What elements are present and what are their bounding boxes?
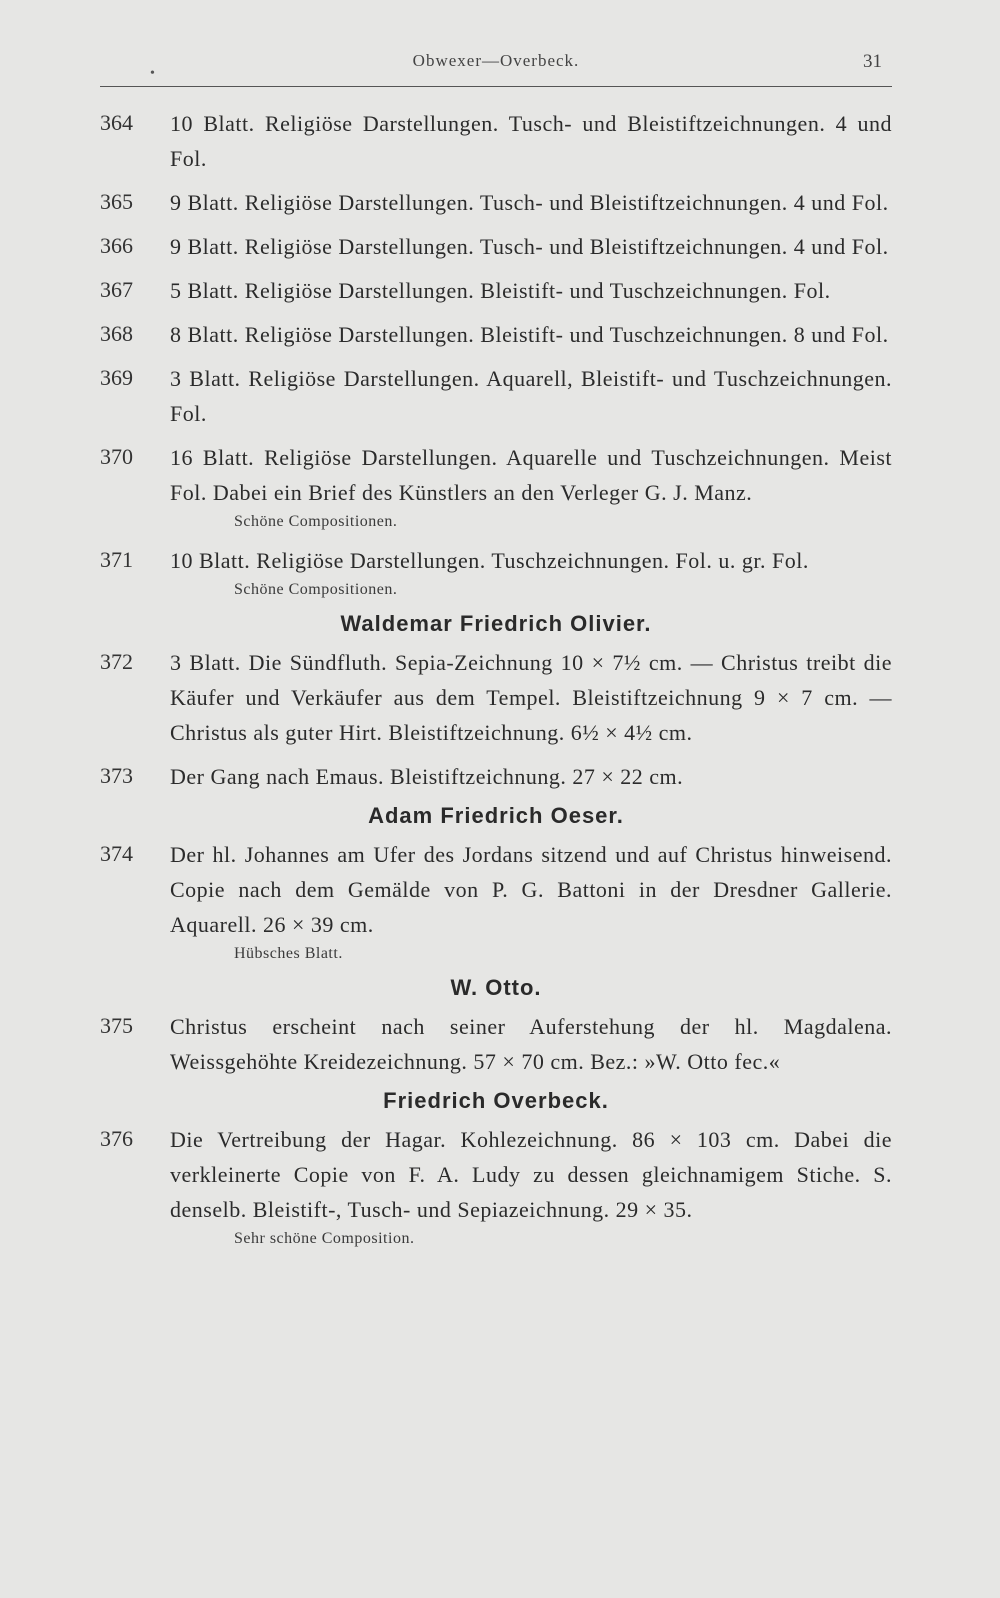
lot-number: 364 [100,110,133,135]
lot-description: 3 Blatt. Religiöse Darstellungen. Aquarell, Bleistift- und Tuschzeichnungen. Fol. [170,366,892,426]
artist-heading: Waldemar Friedrich Olivier. [340,611,652,636]
running-title: Obwexer—Overbeck. [412,51,580,70]
lot-description: Der Gang nach Emaus. Bleistiftzeichnung. 27 × 22 cm. [170,764,684,789]
lot-note: Schöne Compositionen. [234,581,398,598]
artist-heading: Friedrich Overbeck. [383,1088,609,1113]
lot-number: 369 [100,365,133,390]
lot-number: 371 [100,547,133,572]
lot-number: 370 [100,444,133,469]
lot-entry [100,543,892,602]
lot-entry [100,229,892,264]
lot-description: Christus erscheint nach seiner Auferstehung der hl. Magdalena. Weissgehöhte Kreidezeichnung. 57 × 70 cm. Bez.: »W. Otto fec.« [170,1014,892,1074]
page-number: 31 [863,51,882,72]
lot-description: 3 Blatt. Die Sündfluth. Sepia-Zeichnung 10 × 7½ cm. — Christus treibt die Käufer und Verkäufer aus dem Tempel. Bleistiftzeichnung 9 × 7 cm. — Christus als guter Hirt. Bleistiftzeichnung. 6½ × 4½ cm. [170,650,892,745]
lot-description: 9 Blatt. Religiöse Darstellungen. Tusch- und Bleistiftzeichnungen. 4 und Fol. [170,234,889,259]
lot-entry [100,185,892,220]
lot-entry [100,106,892,176]
lot-note: Hübsches Blatt. [234,945,343,962]
lot-description: Der hl. Johannes am Ufer des Jordans sitzend und auf Christus hinweisend. Copie nach dem Gemälde von P. G. Battoni in der Dresdner Gallerie. Aquarell. 26 × 39 cm. [170,842,892,937]
lot-number: 373 [100,763,133,788]
lot-number: 372 [100,649,133,674]
lot-description: 5 Blatt. Religiöse Darstellungen. Bleistift- und Tuschzeichnungen. Fol. [170,278,831,303]
lot-entry [100,317,892,352]
lot-number: 374 [100,841,133,866]
lot-number: 366 [100,233,133,258]
lot-entry [100,759,892,794]
lot-number: 365 [100,189,133,214]
stray-mark: • [150,66,155,81]
lot-entry [100,440,892,534]
lot-description: 8 Blatt. Religiöse Darstellungen. Bleistift- und Tuschzeichnungen. 8 und Fol. [170,322,889,347]
artist-heading: Adam Friedrich Oeser. [368,803,624,828]
lot-number: 368 [100,321,133,346]
lot-entry [100,273,892,308]
lot-note: Sehr schöne Composition. [234,1230,415,1247]
lot-description: 16 Blatt. Religiöse Darstellungen. Aquarelle und Tuschzeichnungen. Meist Fol. Dabei ein Brief des Künstlers an den Verleger G. J. Manz. [170,445,892,505]
lot-description: 10 Blatt. Religiöse Darstellungen. Tusch- und Bleistiftzeichnungen. 4 und Fol. [170,111,892,171]
lot-entry [100,1122,892,1251]
lot-entry [100,645,892,750]
lot-description: 10 Blatt. Religiöse Darstellungen. Tuschzeichnungen. Fol. u. gr. Fol. [170,548,809,573]
lot-number: 367 [100,277,133,302]
running-header [100,48,892,87]
lot-description: Die Vertreibung der Hagar. Kohlezeichnung. 86 × 103 cm. Dabei die verkleinerte Copie von F. A. Ludy zu dessen gleichnamigem Stiche. S. denselb. Bleistift-, Tusch- und Sepiazeichnung. 29 × 35. [170,1127,892,1222]
lot-list [100,106,892,1260]
lot-entry [100,1009,892,1079]
lot-description: 9 Blatt. Religiöse Darstellungen. Tusch- und Bleistiftzeichnungen. 4 und Fol. [170,190,889,215]
lot-number: 376 [100,1126,133,1151]
lot-entry [100,837,892,966]
lot-note: Schöne Compositionen. [234,513,398,530]
lot-entry [100,361,892,431]
artist-heading: W. Otto. [450,975,542,1000]
lot-number: 375 [100,1013,133,1038]
